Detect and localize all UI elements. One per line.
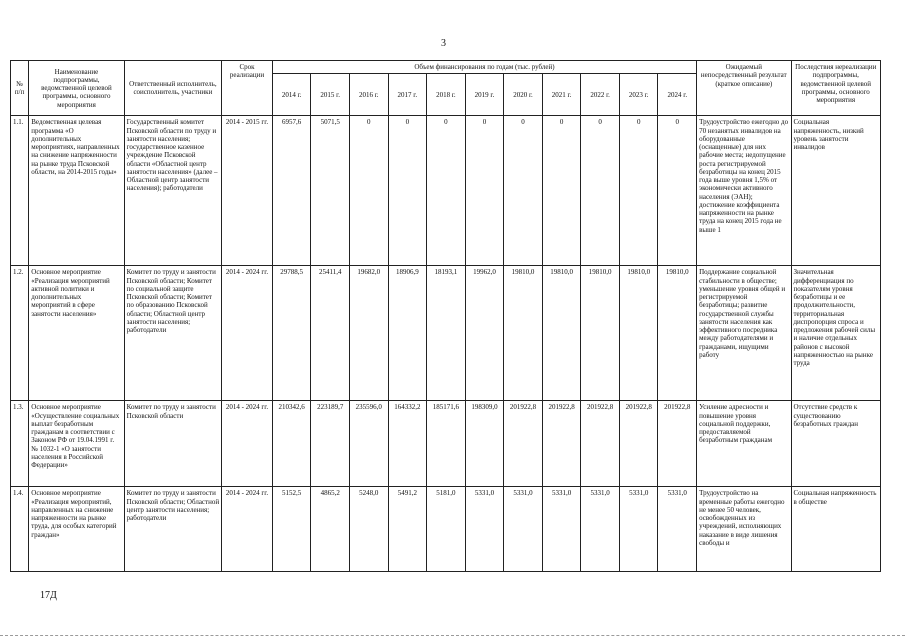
- footer-code: 17Д: [40, 590, 57, 601]
- funding-value: 198309,0: [465, 401, 504, 487]
- row-executor: Комитет по труду и занятости Псковской области; Комитет по социальной защите Псковской области; Комитет по образованию Псковской области; Областной центр занятости населения; работодатели: [124, 266, 221, 401]
- row-no: 1.4.: [11, 487, 29, 572]
- row-name: Основное мероприятие «Осуществление социальных выплат безработным гражданам в соответствии с Законом РФ от 19.04.1991 г. № 1032-1 «О занятости населения в Российской Федерации»: [29, 401, 124, 487]
- header-year: 2022 г.: [581, 74, 620, 116]
- header-name: Наименование подпрограммы, ведомственной целевой программы, основного мероприятия: [29, 61, 124, 116]
- table-row: [11, 116, 881, 266]
- row-consequences: Социальная напряженность, низкий уровень занятости инвалидов: [791, 116, 881, 266]
- funding-value: 19810,0: [658, 266, 697, 401]
- header-result: Ожидаемый непосредственный результат (краткое описание): [697, 61, 791, 116]
- row-consequences: Значительная дифференциация по показателям уровня безработицы и ее продолжительности, территориальная диспропорция спроса и предложения рабочей силы и наличие отдельных районов с высокой напряженностью на рынке труда: [791, 266, 881, 401]
- header-funding: Объем финансирования по годам (тыс. рублей): [272, 61, 696, 74]
- funding-value: 29788,5: [272, 266, 311, 401]
- funding-value: 5331,0: [504, 487, 543, 572]
- table-row: [11, 401, 881, 487]
- funding-value: 5331,0: [465, 487, 504, 572]
- funding-value: 0: [427, 116, 466, 266]
- funding-value: 19810,0: [504, 266, 543, 401]
- funding-value: 5331,0: [658, 487, 697, 572]
- funding-value: 19810,0: [619, 266, 658, 401]
- funding-value: 19682,0: [349, 266, 388, 401]
- table-row: [11, 487, 881, 572]
- funding-value: 5071,5: [311, 116, 350, 266]
- funding-value: 19810,0: [581, 266, 620, 401]
- funding-value: 5181,0: [427, 487, 466, 572]
- header-year: 2014 г.: [272, 74, 311, 116]
- funding-value: 0: [504, 116, 543, 266]
- funding-value: 201922,8: [658, 401, 697, 487]
- funding-value: 201922,8: [619, 401, 658, 487]
- row-term: 2014 - 2024 гг.: [222, 401, 273, 487]
- row-executor: Государственный комитет Псковской области по труду и занятости населения; государственное казенное учреждение Псковской области «Областной центр занятости населения» (далее – Областной центр занятости населения); работодатели: [124, 116, 221, 266]
- row-name: Ведомственная целевая программа «О дополнительных мероприятиях, направленных на снижение напряженности на рынке труда Псковской области, на 2014-2015 годы»: [29, 116, 124, 266]
- header-no: № п/п: [11, 61, 29, 116]
- row-result: Трудоустройство на временные работы ежегодно не менее 50 человек, освобожденных из учреждений, исполняющих наказание в виде лишения свободы и: [697, 487, 791, 572]
- header-year: 2016 г.: [349, 74, 388, 116]
- header-year: 2021 г.: [542, 74, 581, 116]
- funding-value: 5248,0: [349, 487, 388, 572]
- funding-value: 201922,8: [504, 401, 543, 487]
- funding-value: 5331,0: [619, 487, 658, 572]
- header-row-top: [11, 61, 881, 74]
- funding-value: 5331,0: [542, 487, 581, 572]
- funding-value: 19810,0: [542, 266, 581, 401]
- row-consequences: Отсутствие средств к существованию безработных граждан: [791, 401, 881, 487]
- row-result: Усиление адресности и повышение уровня социальной поддержки, предоставляемой безработным гражданам: [697, 401, 791, 487]
- row-term: 2014 - 2015 гг.: [222, 116, 273, 266]
- funding-value: 0: [349, 116, 388, 266]
- funding-plan-table: [10, 60, 881, 572]
- header-executor: Ответственный исполнитель, соисполнитель, участники: [124, 61, 221, 116]
- funding-value: 0: [388, 116, 427, 266]
- funding-value: 4865,2: [311, 487, 350, 572]
- row-term: 2014 - 2024 гг.: [222, 487, 273, 572]
- funding-value: 6957,6: [272, 116, 311, 266]
- funding-value: 25411,4: [311, 266, 350, 401]
- header-year: 2018 г.: [427, 74, 466, 116]
- table-row: [11, 266, 881, 401]
- row-result: Поддержание социальной стабильности в обществе; уменьшение уровня общей и регистрируемой безработицы; развитие государственной службы занятости населения как эффективного посредника между работодателями и гражданами, ищущими работу: [697, 266, 791, 401]
- funding-value: 18193,1: [427, 266, 466, 401]
- row-executor: Комитет по труду и занятости Псковской области: [124, 401, 221, 487]
- row-no: 1.1.: [11, 116, 29, 266]
- page-number: 3: [441, 38, 446, 49]
- funding-value: 0: [465, 116, 504, 266]
- header-term: Срок реализации: [222, 61, 273, 116]
- funding-value: 201922,8: [581, 401, 620, 487]
- funding-value: 0: [619, 116, 658, 266]
- funding-value: 0: [581, 116, 620, 266]
- funding-value: 5331,0: [581, 487, 620, 572]
- row-result: Трудоустройство ежегодно до 70 незанятых инвалидов на оборудованные (оснащенные) для них рабочие места; недопущение роста регистрируемой безработицы на конец 2015 года выше уровня 1,5% от экономически активного населения (ЭАН); достижение коэффициента напряженности на рынке труда на конец 2015 года не выше 1: [697, 116, 791, 266]
- funding-value: 18906,9: [388, 266, 427, 401]
- funding-value: 0: [542, 116, 581, 266]
- scan-edge-line: [0, 635, 905, 636]
- funding-value: 185171,6: [427, 401, 466, 487]
- funding-value: 235596,0: [349, 401, 388, 487]
- row-consequences: Социальная напряженность в обществе: [791, 487, 881, 572]
- funding-value: 19962,0: [465, 266, 504, 401]
- funding-value: 210342,6: [272, 401, 311, 487]
- header-year: 2023 г.: [619, 74, 658, 116]
- header-consequences: Последствия нереализации подпрограммы, ведомственной целевой программы, основного мероприятия: [791, 61, 881, 116]
- funding-value: 5152,5: [272, 487, 311, 572]
- header-year: 2020 г.: [504, 74, 543, 116]
- row-name: Основное мероприятие «Реализация мероприятий активной политики и дополнительных мероприятий в сфере занятости населения»: [29, 266, 124, 401]
- row-name: Основное мероприятие «Реализация мероприятий, направленных на снижение напряженности на рынке труда, для особых категорий граждан»: [29, 487, 124, 572]
- header-year: 2024 г.: [658, 74, 697, 116]
- row-executor: Комитет по труду и занятости Псковской области; Областной центр занятости населения; работодатели: [124, 487, 221, 572]
- row-term: 2014 - 2024 гг.: [222, 266, 273, 401]
- funding-value: 201922,8: [542, 401, 581, 487]
- row-no: 1.3.: [11, 401, 29, 487]
- funding-value: 223189,7: [311, 401, 350, 487]
- header-year: 2015 г.: [311, 74, 350, 116]
- header-year: 2017 г.: [388, 74, 427, 116]
- row-no: 1.2.: [11, 266, 29, 401]
- funding-value: 164332,2: [388, 401, 427, 487]
- funding-value: 0: [658, 116, 697, 266]
- header-year: 2019 г.: [465, 74, 504, 116]
- funding-value: 5491,2: [388, 487, 427, 572]
